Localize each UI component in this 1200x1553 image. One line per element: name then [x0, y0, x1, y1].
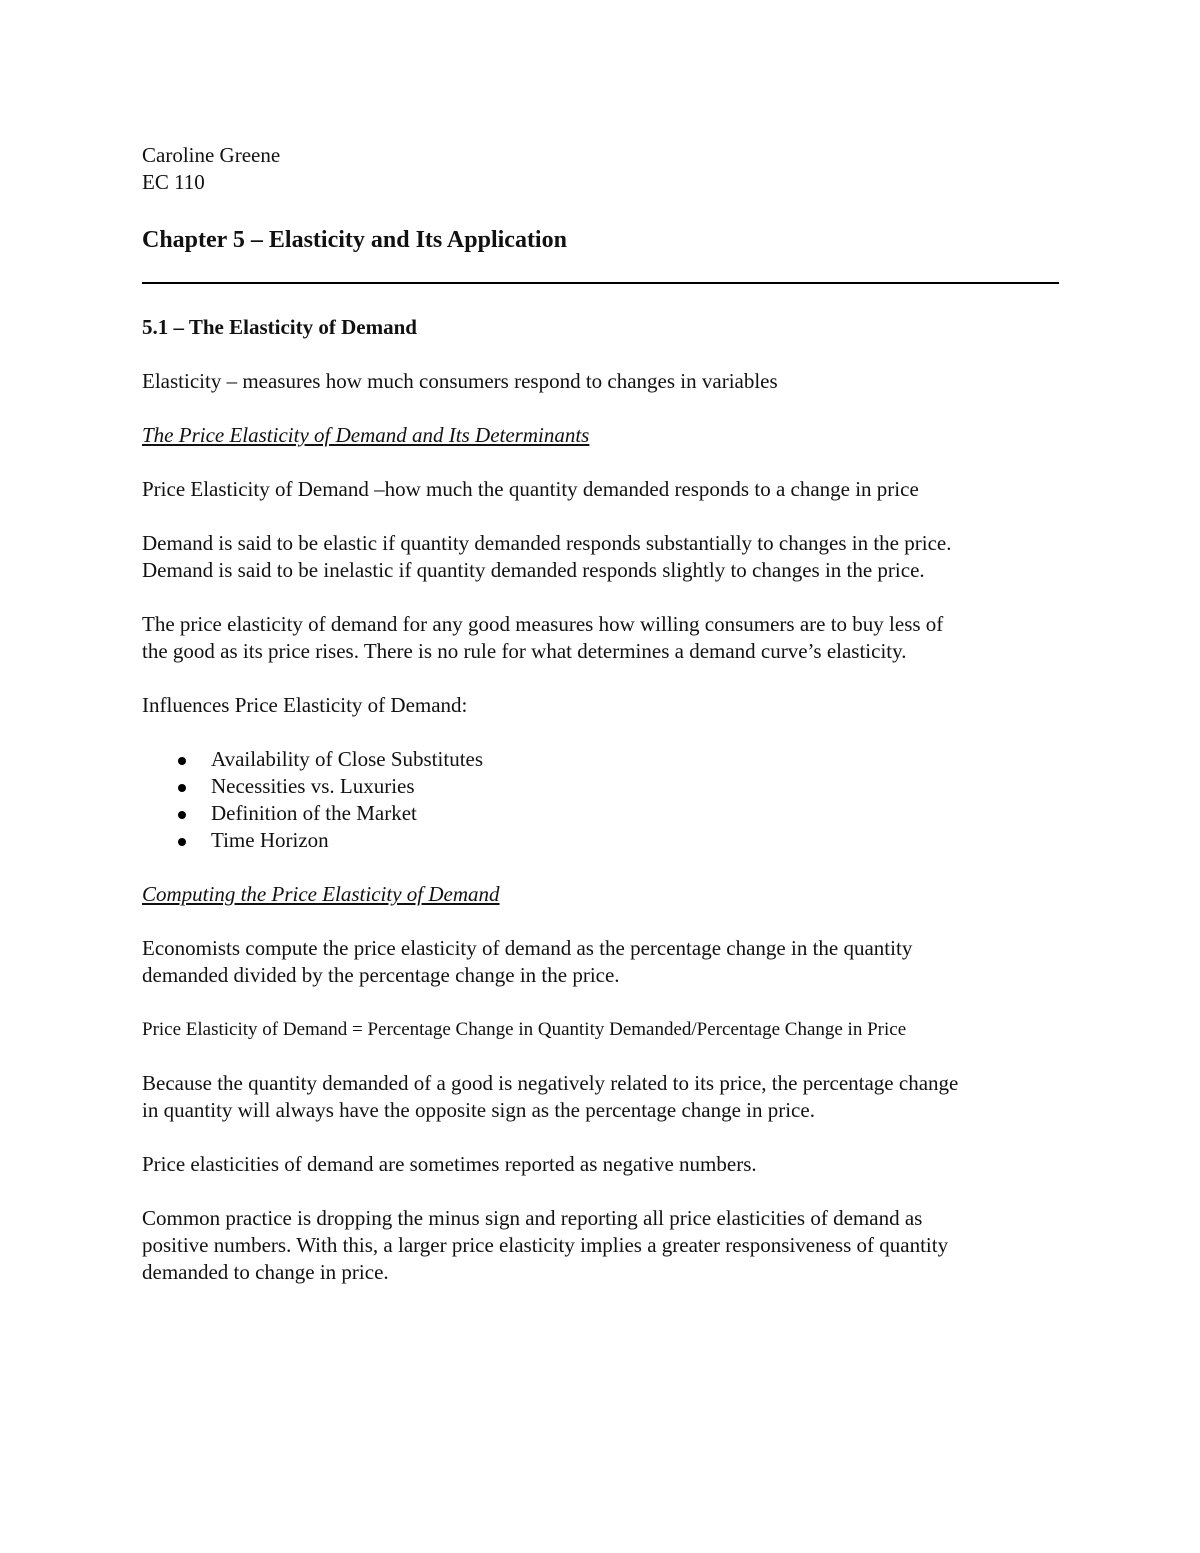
list-item: Definition of the Market: [142, 800, 1062, 827]
chapter-title: Chapter 5 – Elasticity and Its Application: [142, 227, 567, 253]
influences-label: Influences Price Elasticity of Demand:: [142, 693, 468, 717]
document-body: [142, 142, 1062, 1286]
paragraph-line: in quantity will always have the opposite sign as the percentage change in price.: [142, 1098, 815, 1122]
list-item: Availability of Close Substitutes: [142, 746, 1062, 773]
paragraph-line: Common practice is dropping the minus sign and reporting all price elasticities of demand as: [142, 1206, 923, 1230]
elasticity-definition: Elasticity – measures how much consumers respond to changes in variables: [142, 369, 778, 393]
bullet-icon: [178, 784, 186, 792]
paragraph-line: demanded to change in price.: [142, 1260, 389, 1284]
paragraph-line: Economists compute the price elasticity of demand as the percentage change in the quantity: [142, 936, 913, 960]
bullet-icon: [178, 811, 186, 819]
ped-definition: Price Elasticity of Demand –how much the quantity demanded responds to a change in price: [142, 477, 919, 501]
paragraph-line: The price elasticity of demand for any good measures how willing consumers are to buy less of: [142, 612, 944, 636]
course-code: EC 110: [142, 170, 205, 194]
horizontal-rule: [142, 282, 1059, 284]
paragraph-line: Because the quantity demanded of a good is negatively related to its price, the percentage change: [142, 1071, 959, 1095]
paragraph-line: positive numbers. With this, a larger price elasticity implies a greater responsiveness of quantity: [142, 1233, 949, 1257]
paragraph-line: demanded divided by the percentage change in the price.: [142, 963, 620, 987]
author-name: Caroline Greene: [142, 143, 281, 167]
list-item: Time Horizon: [142, 827, 1062, 854]
elastic-sentence: Demand is said to be elastic if quantity demanded responds substantially to changes in the price.: [142, 531, 952, 555]
list-item: Necessities vs. Luxuries: [142, 773, 1062, 800]
bullet-icon: [178, 838, 186, 846]
paragraph-line: Price elasticities of demand are sometimes reported as negative numbers.: [142, 1152, 757, 1176]
influences-list: [142, 746, 1062, 854]
bullet-icon: [178, 757, 186, 765]
section-heading: 5.1 – The Elasticity of Demand: [142, 315, 417, 339]
elasticity-formula: Price Elasticity of Demand = Percentage Change in Quantity Demanded/Percentage Change in Price: [142, 1019, 907, 1040]
subheading-computing: Computing the Price Elasticity of Demand: [142, 882, 500, 906]
inelastic-sentence: Demand is said to be inelastic if quantity demanded responds slightly to changes in the price.: [142, 558, 925, 582]
paragraph-line: the good as its price rises. There is no rule for what determines a demand curve’s elasticity.: [142, 639, 907, 663]
subheading-determinants: The Price Elasticity of Demand and Its Determinants: [142, 423, 590, 447]
